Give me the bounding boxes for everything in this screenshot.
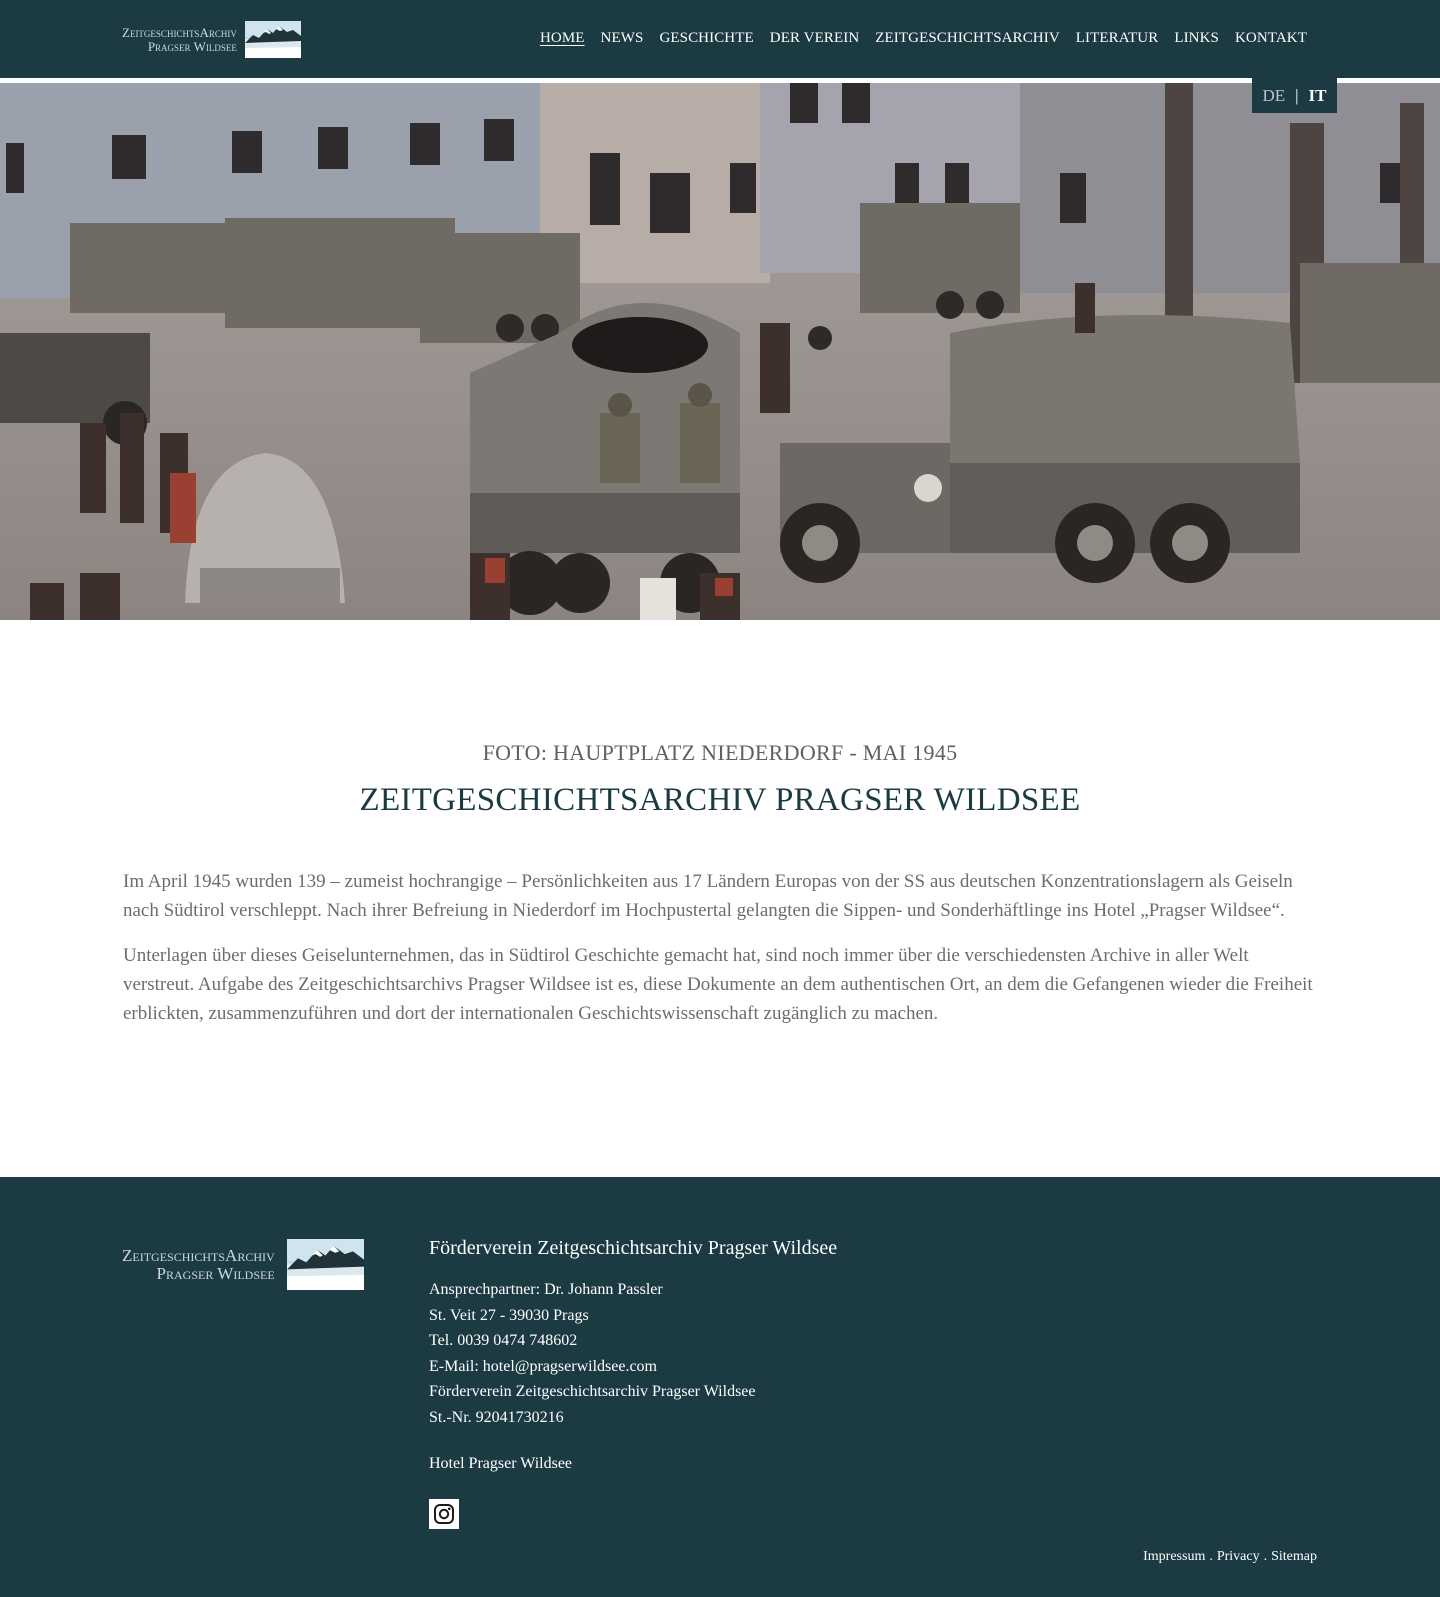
mountain-lake-logo-icon <box>287 1239 364 1290</box>
footer-contact <box>429 1237 837 1529</box>
instagram-icon[interactable] <box>429 1499 459 1529</box>
language-switcher <box>1252 78 1337 113</box>
nav-der-verein[interactable]: DER VEREIN <box>769 30 860 46</box>
footer-logo-wordmark <box>122 1247 275 1283</box>
footer-legal-links <box>1143 1549 1317 1565</box>
nav-home[interactable]: HOME <box>539 30 585 46</box>
footer-logo-line-2: Pragser Wildsee <box>156 1263 275 1283</box>
hero-photo-illustration <box>0 83 1440 620</box>
site-header <box>0 0 1440 78</box>
site-logo[interactable] <box>122 21 301 58</box>
footer-hotel-link[interactable]: Hotel Pragser Wildsee <box>429 1455 573 1472</box>
logo-line-1: ZeitgeschichtsArchiv <box>122 24 237 40</box>
footer-address: St. Veit 27 - 39030 Prags <box>429 1306 589 1324</box>
footer-org-name: Förderverein Zeitgeschichtsarchiv Pragser Wildsee <box>429 1237 838 1259</box>
nav-news[interactable]: NEWS <box>600 30 644 46</box>
footer-logo[interactable] <box>122 1239 364 1290</box>
footer-org-line: Förderverein Zeitgeschichtsarchiv Pragser Wildsee <box>429 1383 756 1400</box>
logo-wordmark <box>122 26 237 53</box>
footer-phone[interactable]: Tel. 0039 0474 748602 <box>429 1332 578 1349</box>
hero-photo <box>0 83 1440 620</box>
lang-de-link[interactable]: DE <box>1262 85 1286 105</box>
impressum-link[interactable]: Impressum <box>1143 1549 1206 1564</box>
page-title: ZEITGESCHICHTSARCHIV PRAGSER WILDSEE <box>359 782 1081 818</box>
footer-link-separator: . <box>1209 1549 1213 1564</box>
footer-logo-line-1: ZeitgeschichtsArchiv <box>122 1245 275 1265</box>
sitemap-link[interactable]: Sitemap <box>1271 1549 1317 1564</box>
nav-zeitgeschichtsarchiv[interactable]: ZEITGESCHICHTSARCHIV <box>875 30 1060 46</box>
lang-separator: | <box>1295 85 1299 105</box>
nav-links[interactable]: LINKS <box>1174 30 1219 46</box>
lang-it-link[interactable]: IT <box>1308 85 1327 105</box>
footer-contact-person: Ansprechpartner: Dr. Johann Passler <box>429 1281 663 1298</box>
mountain-lake-logo-icon <box>245 21 301 58</box>
nav-geschichte[interactable]: GESCHICHTE <box>659 30 754 46</box>
intro-paragraph-1: Im April 1945 wurden 139 – zumeist hochrangige – Persönlichkeiten aus 17 Ländern Europas von der SS aus deutschen Konzentrationslagern als Geiseln nach Südtirol verschleppt. Nach ihrer Befreiung in Niederdorf im Hochpustertal gelangten die Sippen- und Sonderhäftlinge ins Hotel „Pragser Wildsee“. <box>123 871 1293 921</box>
logo-line-2: Pragser Wildsee <box>147 38 237 54</box>
nav-kontakt[interactable]: KONTAKT <box>1235 30 1307 46</box>
footer-email[interactable]: E-Mail: hotel@pragserwildsee.com <box>429 1357 657 1375</box>
privacy-link[interactable]: Privacy <box>1216 1549 1260 1564</box>
photo-caption: FOTO: HAUPTPLATZ NIEDERDORF - MAI 1945 <box>482 740 958 765</box>
footer-tax-number: St.-Nr. 92041730216 <box>429 1408 564 1426</box>
footer-link-separator: . <box>1263 1549 1268 1564</box>
nav-literatur[interactable]: LITERATUR <box>1075 30 1159 46</box>
main-nav <box>540 30 1307 47</box>
site-footer <box>0 1177 1440 1597</box>
intro-paragraph-2: Unterlagen über dieses Geiselunternehmen, das in Südtirol Geschichte gemacht hat, sind noch immer über die verschiedensten Archive in aller Welt verstreut. Aufgabe des Zeitgeschichtsarchivs Pragser Wildsee ist es, diese Dokumente an dem authentischen Ort, an dem die Gefangenen wieder die Freiheit erblickten, zusammenzuführen und dort der internationalen Geschichtswissenschaft zugänglich zu machen. <box>123 945 1313 1024</box>
intro-text <box>123 867 1323 1044</box>
